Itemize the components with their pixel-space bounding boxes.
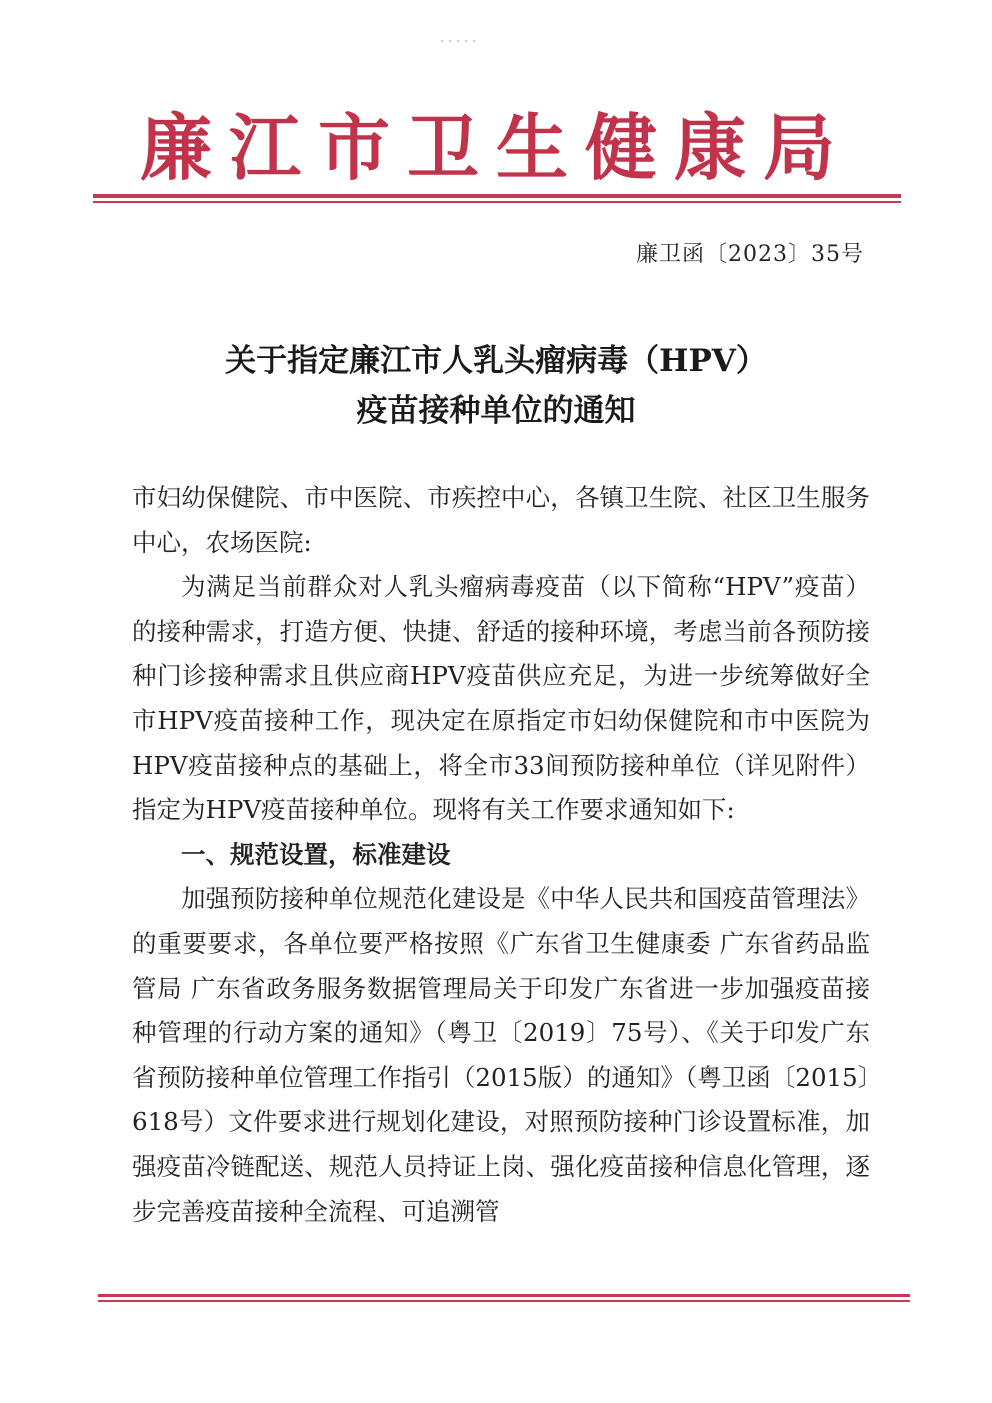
masthead-rule-thick xyxy=(93,194,901,198)
scan-artifact xyxy=(438,38,478,44)
document-number: 廉卫函〔2023〕35号 xyxy=(636,242,864,267)
document-title xyxy=(0,336,992,436)
footer-rule-thick xyxy=(98,1294,910,1297)
masthead-rule-thin xyxy=(93,201,901,203)
masthead-org-name: 廉江市卫生健康局 xyxy=(139,105,852,190)
intro-paragraph: 为满足当前群众对人乳头瘤病毒疫苗（以下简称“HPV”疫苗）的接种需求，打造方便、快捷、舒适的接种环境，考虑当前各预防接种门诊接种需求且供应商HPV疫苗供应充足，为进一步统筹做好全市HPV疫苗接种工作，现决定在原指定市妇幼保健院和市中医院为HPV疫苗接种点的基础上，将全市33间预防接种单位（详见附件）指定为HPV疫苗接种单位。现将有关工作要求通知如下: xyxy=(132,572,870,825)
title-line-1: 关于指定廉江市人乳头瘤病毒（HPV） xyxy=(225,343,767,379)
footer-rule-thin xyxy=(98,1300,910,1302)
document-body xyxy=(132,476,870,1234)
recipients-paragraph: 市妇幼保健院、市中医院、市疾控中心，各镇卫生院、社区卫生服务中心，农场医院: xyxy=(132,483,870,557)
title-line-2: 疫苗接种单位的通知 xyxy=(356,393,636,429)
section-heading-1: 一、规范设置，标准建设 xyxy=(181,839,451,869)
section-1-paragraph: 加强预防接种单位规范化建设是《中华人民共和国疫苗管理法》的重要要求，各单位要严格按照《广东省卫生健康委 广东省药品监管局 广东省政务服务数据管理局关于印发广东省进一步加强疫苗接种管理的行动方案的通知》（粤卫〔2019〕75号）、《关于印发广东省预防接种单位管理工作指引（2015版）的通知》（粤卫函〔2015〕618号）文件要求进行规划化建设，对照预防接种门诊设置标准，加强疫苗冷链配送、规范人员持证上岗、强化疫苗接种信息化管理，逐步完善疫苗接种全流程、可追溯管 xyxy=(132,884,870,1226)
